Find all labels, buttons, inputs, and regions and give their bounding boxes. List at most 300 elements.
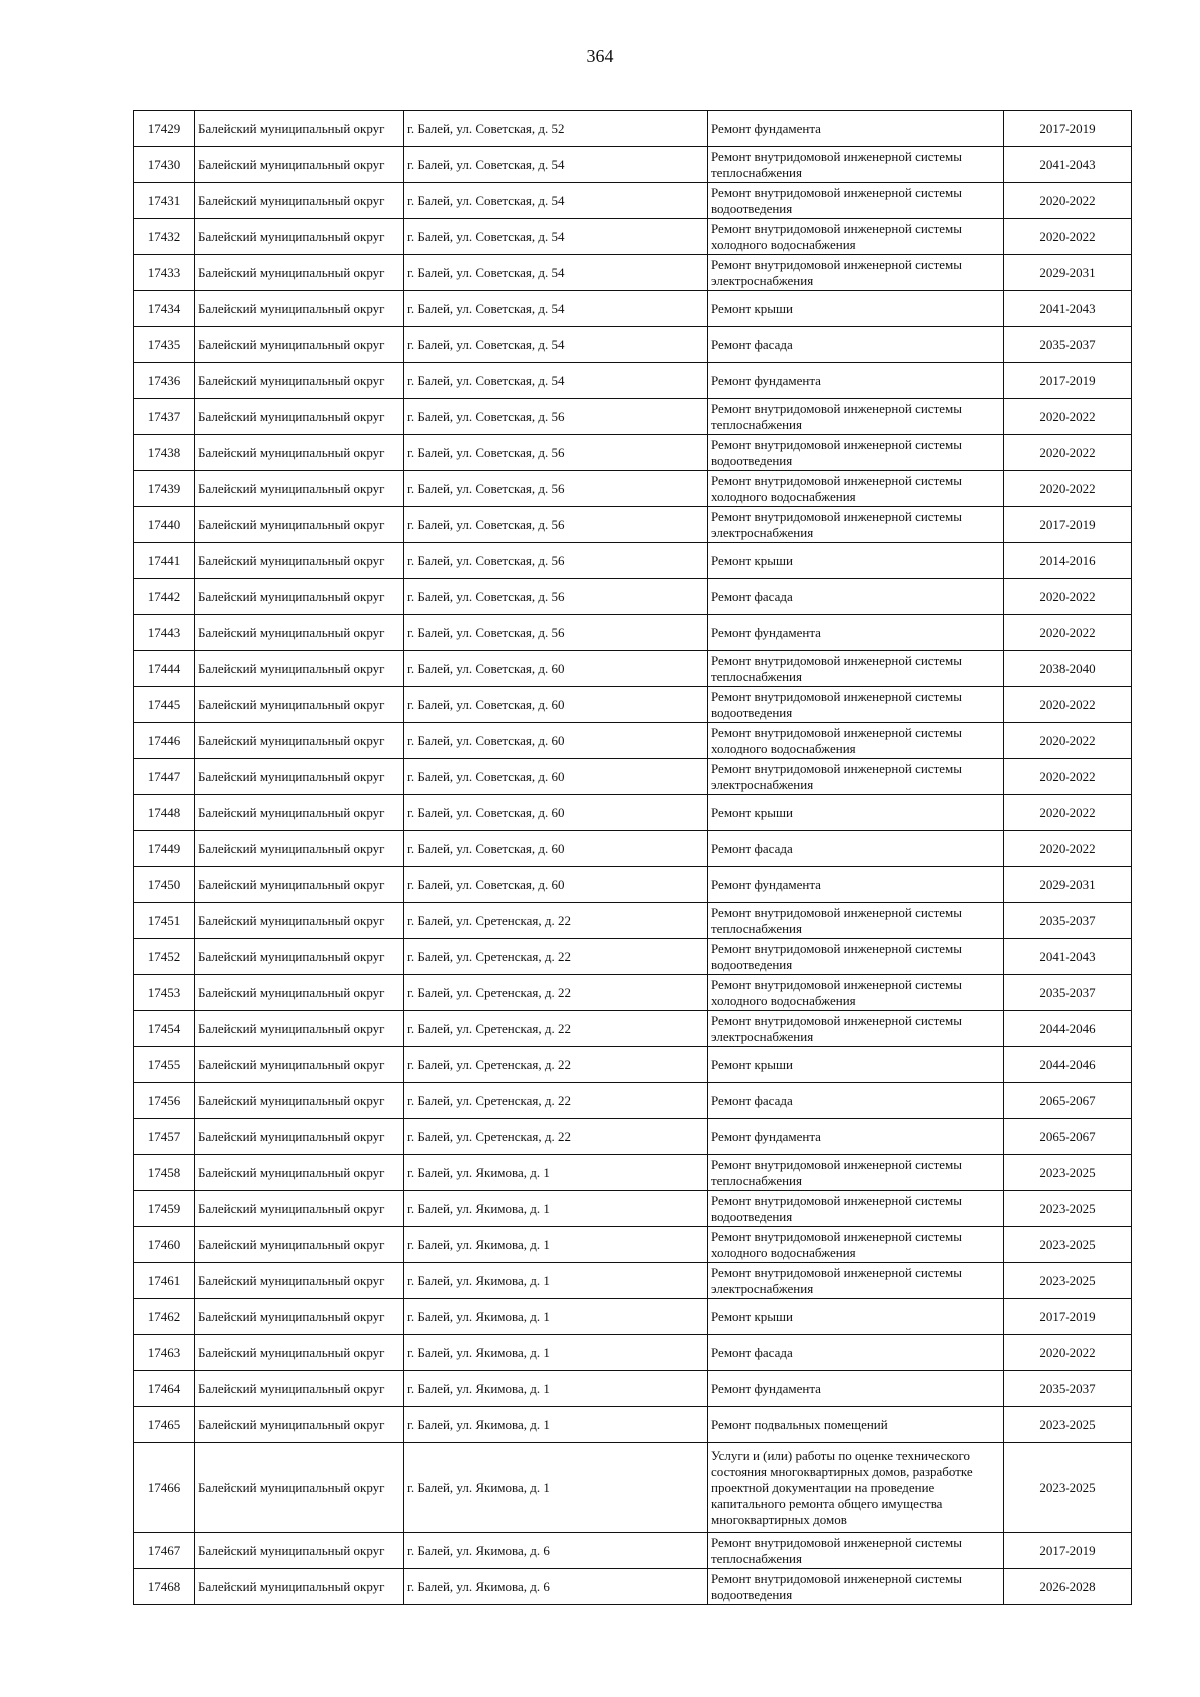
work-type-cell: [708, 1533, 1004, 1569]
work-type-line: теплоснабжения: [711, 920, 802, 936]
row-number-cell: 17461: [134, 1263, 195, 1299]
row-number-cell: 17455: [134, 1047, 195, 1083]
work-type-line: водоотведения: [711, 200, 793, 216]
district-cell: Балейский муниципальный округ: [195, 1371, 404, 1407]
address-cell: г. Балей, ул. Сретенская, д. 22: [404, 1119, 708, 1155]
period-cell: 2020-2022: [1004, 831, 1132, 867]
work-type-cell: [708, 903, 1004, 939]
work-type-line: электроснабжения: [711, 1280, 814, 1296]
district-cell: Балейский муниципальный округ: [195, 1407, 404, 1443]
table-row: [134, 1263, 1132, 1299]
period-cell: 2020-2022: [1004, 615, 1132, 651]
row-number-cell: 17457: [134, 1119, 195, 1155]
district-cell: Балейский муниципальный округ: [195, 903, 404, 939]
table-row: [134, 291, 1132, 327]
address-cell: г. Балей, ул. Советская, д. 60: [404, 831, 708, 867]
work-type-cell: [708, 1083, 1004, 1119]
period-cell: 2038-2040: [1004, 651, 1132, 687]
address-cell: г. Балей, ул. Сретенская, д. 22: [404, 1011, 708, 1047]
work-type-cell: [708, 975, 1004, 1011]
district-cell: Балейский муниципальный округ: [195, 759, 404, 795]
table-row: [134, 1443, 1132, 1533]
work-type-cell: [708, 867, 1004, 903]
table-row: [134, 579, 1132, 615]
period-cell: 2017-2019: [1004, 507, 1132, 543]
period-cell: 2044-2046: [1004, 1047, 1132, 1083]
work-type-cell: [708, 291, 1004, 327]
work-type-cell: [708, 723, 1004, 759]
district-cell: Балейский муниципальный округ: [195, 1011, 404, 1047]
work-type-cell: [708, 1335, 1004, 1371]
district-cell: Балейский муниципальный округ: [195, 1047, 404, 1083]
row-number-cell: 17447: [134, 759, 195, 795]
address-cell: г. Балей, ул. Советская, д. 54: [404, 327, 708, 363]
district-cell: Балейский муниципальный округ: [195, 219, 404, 255]
table-row: [134, 255, 1132, 291]
work-type-line: Ремонт внутридомовой инженерной системы: [711, 1570, 962, 1586]
table-row: [134, 435, 1132, 471]
row-number-cell: 17445: [134, 687, 195, 723]
work-type-line: Ремонт крыши: [711, 1308, 793, 1324]
table-row: [134, 1299, 1132, 1335]
district-cell: Балейский муниципальный округ: [195, 795, 404, 831]
work-type-cell: [708, 579, 1004, 615]
work-type-line: Ремонт фундамента: [711, 372, 821, 388]
work-type-line: Ремонт внутридомовой инженерной системы: [711, 652, 962, 668]
work-type-cell: [708, 1191, 1004, 1227]
work-type-line: Ремонт внутридомовой инженерной системы: [711, 1534, 962, 1550]
address-cell: г. Балей, ул. Советская, д. 54: [404, 147, 708, 183]
table-row: [134, 507, 1132, 543]
table-row: [134, 1047, 1132, 1083]
work-type-cell: [708, 471, 1004, 507]
work-type-cell: [708, 1227, 1004, 1263]
row-number-cell: 17448: [134, 795, 195, 831]
address-cell: г. Балей, ул. Советская, д. 56: [404, 435, 708, 471]
work-type-cell: [708, 147, 1004, 183]
address-cell: г. Балей, ул. Сретенская, д. 22: [404, 939, 708, 975]
period-cell: 2065-2067: [1004, 1119, 1132, 1155]
work-type-cell: [708, 1047, 1004, 1083]
row-number-cell: 17463: [134, 1335, 195, 1371]
work-type-line: Ремонт фундамента: [711, 876, 821, 892]
row-number-cell: 17460: [134, 1227, 195, 1263]
row-number-cell: 17438: [134, 435, 195, 471]
address-cell: г. Балей, ул. Якимова, д. 1: [404, 1263, 708, 1299]
row-number-cell: 17431: [134, 183, 195, 219]
work-type-cell: [708, 615, 1004, 651]
work-type-line: холодного водоснабжения: [711, 236, 856, 252]
period-cell: 2020-2022: [1004, 579, 1132, 615]
district-cell: Балейский муниципальный округ: [195, 939, 404, 975]
row-number-cell: 17454: [134, 1011, 195, 1047]
district-cell: Балейский муниципальный округ: [195, 363, 404, 399]
table-row: [134, 327, 1132, 363]
address-cell: г. Балей, ул. Советская, д. 60: [404, 795, 708, 831]
address-cell: г. Балей, ул. Советская, д. 56: [404, 543, 708, 579]
work-type-cell: [708, 363, 1004, 399]
period-cell: 2017-2019: [1004, 1299, 1132, 1335]
address-cell: г. Балей, ул. Советская, д. 54: [404, 255, 708, 291]
row-number-cell: 17439: [134, 471, 195, 507]
work-type-cell: [708, 795, 1004, 831]
work-type-line: Ремонт внутридомовой инженерной системы: [711, 436, 962, 452]
work-type-line: холодного водоснабжения: [711, 992, 856, 1008]
period-cell: 2017-2019: [1004, 1533, 1132, 1569]
district-cell: Балейский муниципальный округ: [195, 471, 404, 507]
row-number-cell: 17434: [134, 291, 195, 327]
work-type-cell: [708, 1371, 1004, 1407]
period-cell: 2023-2025: [1004, 1155, 1132, 1191]
work-type-line: водоотведения: [711, 1586, 793, 1602]
row-number-cell: 17435: [134, 327, 195, 363]
work-type-line: водоотведения: [711, 704, 793, 720]
work-type-line: Ремонт внутридомовой инженерной системы: [711, 760, 962, 776]
address-cell: г. Балей, ул. Советская, д. 60: [404, 723, 708, 759]
work-type-line: электроснабжения: [711, 524, 814, 540]
table-row: [134, 615, 1132, 651]
work-type-cell: [708, 1569, 1004, 1605]
address-cell: г. Балей, ул. Якимова, д. 6: [404, 1533, 708, 1569]
page-number: 364: [586, 46, 614, 66]
district-cell: Балейский муниципальный округ: [195, 1263, 404, 1299]
period-cell: 2020-2022: [1004, 1335, 1132, 1371]
district-cell: Балейский муниципальный округ: [195, 831, 404, 867]
work-type-line: электроснабжения: [711, 272, 814, 288]
address-cell: г. Балей, ул. Советская, д. 54: [404, 363, 708, 399]
table-row: [134, 867, 1132, 903]
row-number-cell: 17467: [134, 1533, 195, 1569]
row-number-cell: 17451: [134, 903, 195, 939]
work-type-line: Ремонт фасада: [711, 588, 793, 604]
work-type-cell: [708, 1299, 1004, 1335]
period-cell: 2065-2067: [1004, 1083, 1132, 1119]
work-type-line: электроснабжения: [711, 776, 814, 792]
district-cell: Балейский муниципальный округ: [195, 183, 404, 219]
period-cell: 2023-2025: [1004, 1407, 1132, 1443]
table-row: [134, 543, 1132, 579]
work-type-cell: [708, 1263, 1004, 1299]
district-cell: Балейский муниципальный округ: [195, 147, 404, 183]
address-cell: г. Балей, ул. Якимова, д. 1: [404, 1371, 708, 1407]
district-cell: Балейский муниципальный округ: [195, 579, 404, 615]
row-number-cell: 17450: [134, 867, 195, 903]
work-type-line: капитального ремонта общего имущества: [711, 1495, 943, 1511]
work-type-cell: [708, 687, 1004, 723]
period-cell: 2035-2037: [1004, 975, 1132, 1011]
table-row: [134, 399, 1132, 435]
work-type-cell: [708, 255, 1004, 291]
work-type-cell: [708, 1011, 1004, 1047]
district-cell: Балейский муниципальный округ: [195, 975, 404, 1011]
row-number-cell: 17449: [134, 831, 195, 867]
district-cell: Балейский муниципальный округ: [195, 543, 404, 579]
table-row: [134, 1083, 1132, 1119]
district-cell: Балейский муниципальный округ: [195, 1443, 404, 1533]
work-type-cell: [708, 1155, 1004, 1191]
work-type-cell: [708, 219, 1004, 255]
work-type-line: Ремонт фасада: [711, 1344, 793, 1360]
district-cell: Балейский муниципальный округ: [195, 111, 404, 147]
row-number-cell: 17432: [134, 219, 195, 255]
address-cell: г. Балей, ул. Якимова, д. 1: [404, 1191, 708, 1227]
row-number-cell: 17456: [134, 1083, 195, 1119]
table-row: [134, 1191, 1132, 1227]
table-row: [134, 1569, 1132, 1605]
work-type-line: проектной документации на проведение: [711, 1479, 935, 1495]
table-row: [134, 1155, 1132, 1191]
district-cell: Балейский муниципальный округ: [195, 687, 404, 723]
district-cell: Балейский муниципальный округ: [195, 327, 404, 363]
period-cell: 2023-2025: [1004, 1263, 1132, 1299]
row-number-cell: 17462: [134, 1299, 195, 1335]
address-cell: г. Балей, ул. Сретенская, д. 22: [404, 903, 708, 939]
work-type-cell: [708, 111, 1004, 147]
work-type-line: теплоснабжения: [711, 1550, 802, 1566]
work-type-cell: [708, 1407, 1004, 1443]
work-type-cell: [708, 399, 1004, 435]
table-row: [134, 1371, 1132, 1407]
period-cell: 2014-2016: [1004, 543, 1132, 579]
district-cell: Балейский муниципальный округ: [195, 1299, 404, 1335]
table-row: [134, 723, 1132, 759]
address-cell: г. Балей, ул. Якимова, д. 1: [404, 1407, 708, 1443]
work-type-line: Ремонт внутридомовой инженерной системы: [711, 400, 962, 416]
work-type-cell: [708, 651, 1004, 687]
address-cell: г. Балей, ул. Советская, д. 60: [404, 651, 708, 687]
table-row: [134, 111, 1132, 147]
address-cell: г. Балей, ул. Советская, д. 54: [404, 219, 708, 255]
address-cell: г. Балей, ул. Советская, д. 56: [404, 507, 708, 543]
work-type-cell: [708, 543, 1004, 579]
period-cell: 2041-2043: [1004, 147, 1132, 183]
table-row: [134, 939, 1132, 975]
district-cell: Балейский муниципальный округ: [195, 1191, 404, 1227]
period-cell: 2023-2025: [1004, 1191, 1132, 1227]
work-type-cell: [708, 831, 1004, 867]
period-cell: 2035-2037: [1004, 1371, 1132, 1407]
address-cell: г. Балей, ул. Якимова, д. 1: [404, 1299, 708, 1335]
address-cell: г. Балей, ул. Якимова, д. 1: [404, 1227, 708, 1263]
work-type-line: холодного водоснабжения: [711, 740, 856, 756]
work-type-line: Ремонт внутридомовой инженерной системы: [711, 976, 962, 992]
work-type-line: Ремонт внутридомовой инженерной системы: [711, 940, 962, 956]
row-number-cell: 17464: [134, 1371, 195, 1407]
table-row: [134, 795, 1132, 831]
work-type-line: Ремонт фасада: [711, 840, 793, 856]
repair-schedule-table: [133, 110, 1132, 1605]
row-number-cell: 17436: [134, 363, 195, 399]
period-cell: 2020-2022: [1004, 759, 1132, 795]
district-cell: Балейский муниципальный округ: [195, 255, 404, 291]
work-type-cell: [708, 435, 1004, 471]
period-cell: 2020-2022: [1004, 435, 1132, 471]
table-row: [134, 975, 1132, 1011]
work-type-line: теплоснабжения: [711, 416, 802, 432]
work-type-cell: [708, 327, 1004, 363]
district-cell: Балейский муниципальный округ: [195, 435, 404, 471]
period-cell: 2023-2025: [1004, 1443, 1132, 1533]
work-type-line: состояния многоквартирных домов, разработке: [711, 1463, 973, 1479]
work-type-line: Ремонт крыши: [711, 300, 793, 316]
work-type-line: водоотведения: [711, 452, 793, 468]
row-number-cell: 17429: [134, 111, 195, 147]
period-cell: 2035-2037: [1004, 327, 1132, 363]
work-type-line: Ремонт крыши: [711, 1056, 793, 1072]
work-type-cell: [708, 507, 1004, 543]
work-type-line: Ремонт крыши: [711, 552, 793, 568]
period-cell: 2026-2028: [1004, 1569, 1132, 1605]
row-number-cell: 17458: [134, 1155, 195, 1191]
period-cell: 2041-2043: [1004, 939, 1132, 975]
period-cell: 2020-2022: [1004, 471, 1132, 507]
table-row: [134, 147, 1132, 183]
address-cell: г. Балей, ул. Якимова, д. 1: [404, 1155, 708, 1191]
table-row: [134, 1533, 1132, 1569]
table-row: [134, 831, 1132, 867]
row-number-cell: 17440: [134, 507, 195, 543]
work-type-line: Ремонт внутридомовой инженерной системы: [711, 724, 962, 740]
work-type-line: Ремонт крыши: [711, 804, 793, 820]
table-row: [134, 1227, 1132, 1263]
work-type-line: Ремонт подвальных помещений: [711, 1416, 888, 1432]
address-cell: г. Балей, ул. Советская, д. 60: [404, 867, 708, 903]
row-number-cell: 17437: [134, 399, 195, 435]
work-type-line: многоквартирных домов: [711, 1511, 847, 1527]
row-number-cell: 17465: [134, 1407, 195, 1443]
address-cell: г. Балей, ул. Советская, д. 54: [404, 183, 708, 219]
work-type-line: Ремонт внутридомовой инженерной системы: [711, 1012, 962, 1028]
table-row: [134, 903, 1132, 939]
work-type-cell: [708, 1443, 1004, 1533]
period-cell: 2035-2037: [1004, 903, 1132, 939]
row-number-cell: 17459: [134, 1191, 195, 1227]
period-cell: 2017-2019: [1004, 363, 1132, 399]
period-cell: 2017-2019: [1004, 111, 1132, 147]
work-type-line: теплоснабжения: [711, 668, 802, 684]
work-type-cell: [708, 939, 1004, 975]
address-cell: г. Балей, ул. Советская, д. 56: [404, 399, 708, 435]
work-type-line: Ремонт внутридомовой инженерной системы: [711, 1264, 962, 1280]
work-type-cell: [708, 1119, 1004, 1155]
period-cell: 2020-2022: [1004, 399, 1132, 435]
district-cell: Балейский муниципальный округ: [195, 723, 404, 759]
work-type-line: Ремонт внутридомовой инженерной системы: [711, 904, 962, 920]
row-number-cell: 17430: [134, 147, 195, 183]
address-cell: г. Балей, ул. Советская, д. 56: [404, 615, 708, 651]
work-type-line: Ремонт фасада: [711, 336, 793, 352]
district-cell: Балейский муниципальный округ: [195, 399, 404, 435]
table-row: [134, 1011, 1132, 1047]
period-cell: 2041-2043: [1004, 291, 1132, 327]
period-cell: 2020-2022: [1004, 795, 1132, 831]
district-cell: Балейский муниципальный округ: [195, 867, 404, 903]
district-cell: Балейский муниципальный округ: [195, 507, 404, 543]
address-cell: г. Балей, ул. Советская, д. 52: [404, 111, 708, 147]
district-cell: Балейский муниципальный округ: [195, 1335, 404, 1371]
table-row: [134, 1407, 1132, 1443]
district-cell: Балейский муниципальный округ: [195, 1569, 404, 1605]
table-row: [134, 651, 1132, 687]
work-type-line: водоотведения: [711, 956, 793, 972]
address-cell: г. Балей, ул. Сретенская, д. 22: [404, 975, 708, 1011]
table-row: [134, 219, 1132, 255]
period-cell: 2044-2046: [1004, 1011, 1132, 1047]
work-type-line: Ремонт внутридомовой инженерной системы: [711, 1192, 962, 1208]
table-row: [134, 687, 1132, 723]
row-number-cell: 17442: [134, 579, 195, 615]
table-row: [134, 759, 1132, 795]
address-cell: г. Балей, ул. Советская, д. 56: [404, 471, 708, 507]
work-type-cell: [708, 183, 1004, 219]
work-type-line: Ремонт внутридомовой инженерной системы: [711, 1228, 962, 1244]
address-cell: г. Балей, ул. Якимова, д. 1: [404, 1335, 708, 1371]
work-type-line: Ремонт внутридомовой инженерной системы: [711, 688, 962, 704]
work-type-line: Ремонт фасада: [711, 1092, 793, 1108]
work-type-line: Ремонт внутридомовой инженерной системы: [711, 148, 962, 164]
table-row: [134, 363, 1132, 399]
period-cell: 2029-2031: [1004, 255, 1132, 291]
period-cell: 2020-2022: [1004, 183, 1132, 219]
period-cell: 2020-2022: [1004, 687, 1132, 723]
row-number-cell: 17444: [134, 651, 195, 687]
work-type-line: электроснабжения: [711, 1028, 814, 1044]
address-cell: г. Балей, ул. Советская, д. 60: [404, 759, 708, 795]
work-type-line: теплоснабжения: [711, 1172, 802, 1188]
period-cell: 2020-2022: [1004, 219, 1132, 255]
work-type-line: Ремонт фундамента: [711, 120, 821, 136]
table-row: [134, 471, 1132, 507]
period-cell: 2020-2022: [1004, 723, 1132, 759]
period-cell: 2029-2031: [1004, 867, 1132, 903]
work-type-cell: [708, 759, 1004, 795]
work-type-line: Ремонт внутридомовой инженерной системы: [711, 1156, 962, 1172]
row-number-cell: 17433: [134, 255, 195, 291]
work-type-line: холодного водоснабжения: [711, 488, 856, 504]
district-cell: Балейский муниципальный округ: [195, 1083, 404, 1119]
address-cell: г. Балей, ул. Сретенская, д. 22: [404, 1047, 708, 1083]
table-body: [134, 111, 1132, 1605]
work-type-line: теплоснабжения: [711, 164, 802, 180]
district-cell: Балейский муниципальный округ: [195, 291, 404, 327]
address-cell: г. Балей, ул. Сретенская, д. 22: [404, 1083, 708, 1119]
district-cell: Балейский муниципальный округ: [195, 615, 404, 651]
table-row: [134, 183, 1132, 219]
work-type-line: Ремонт фундамента: [711, 1128, 821, 1144]
row-number-cell: 17443: [134, 615, 195, 651]
work-type-line: Услуги и (или) работы по оценке технического: [711, 1447, 970, 1463]
address-cell: г. Балей, ул. Якимова, д. 1: [404, 1443, 708, 1533]
work-type-line: Ремонт фундамента: [711, 624, 821, 640]
work-type-line: водоотведения: [711, 1208, 793, 1224]
table-row: [134, 1335, 1132, 1371]
row-number-cell: 17452: [134, 939, 195, 975]
address-cell: г. Балей, ул. Советская, д. 60: [404, 687, 708, 723]
district-cell: Балейский муниципальный округ: [195, 1227, 404, 1263]
work-type-line: Ремонт фундамента: [711, 1380, 821, 1396]
district-cell: Балейский муниципальный округ: [195, 1119, 404, 1155]
row-number-cell: 17446: [134, 723, 195, 759]
address-cell: г. Балей, ул. Советская, д. 54: [404, 291, 708, 327]
district-cell: Балейский муниципальный округ: [195, 651, 404, 687]
work-type-line: Ремонт внутридомовой инженерной системы: [711, 472, 962, 488]
work-type-line: Ремонт внутридомовой инженерной системы: [711, 256, 962, 272]
district-cell: Балейский муниципальный округ: [195, 1155, 404, 1191]
district-cell: Балейский муниципальный округ: [195, 1533, 404, 1569]
table-row: [134, 1119, 1132, 1155]
row-number-cell: 17466: [134, 1443, 195, 1533]
address-cell: г. Балей, ул. Якимова, д. 6: [404, 1569, 708, 1605]
